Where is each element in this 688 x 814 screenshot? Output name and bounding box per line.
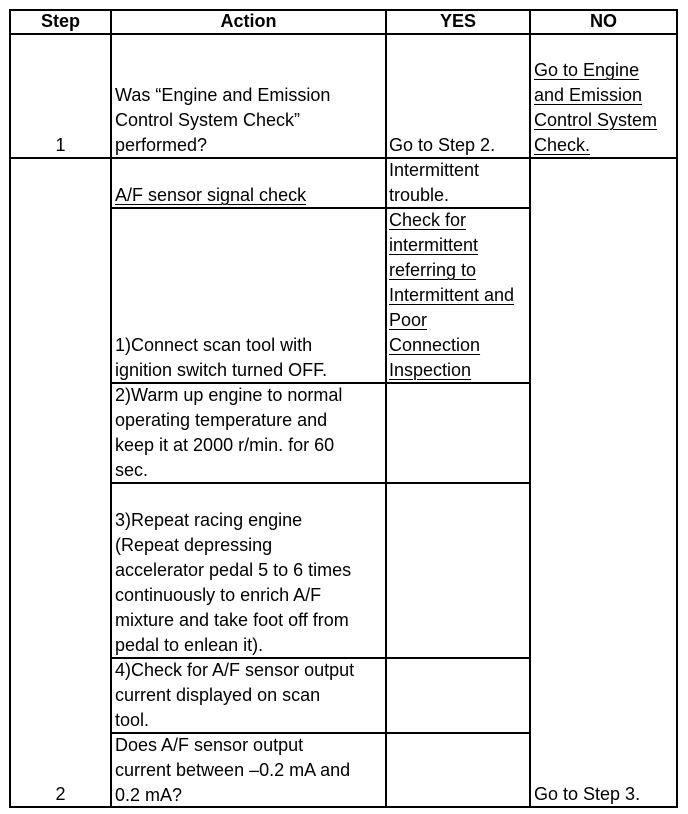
substep-2-line: 2)Warm up engine to normal — [115, 385, 343, 405]
row1-no-link-line[interactable]: Check. — [534, 135, 591, 155]
intermittent-line: trouble. — [389, 185, 450, 205]
substep-3-line: pedal to enlean it). — [115, 635, 264, 655]
substep-4-line: tool. — [115, 710, 150, 730]
substep-2-line: sec. — [115, 460, 149, 480]
row2-substep-4 — [115, 658, 354, 733]
substep-4-line: 4)Check for A/F sensor output — [115, 660, 355, 680]
substep-3-line: accelerator pedal 5 to 6 times — [115, 560, 352, 580]
row1-action-line: Was “Engine and Emission — [115, 85, 331, 105]
row1-step-number: 1 — [55, 135, 66, 155]
row1-no-engine-emission-check-link[interactable] — [534, 58, 657, 158]
inspection-link-line[interactable]: intermittent — [389, 235, 479, 255]
substep-3-line: 3)Repeat racing engine — [115, 510, 303, 530]
inspection-link-line[interactable]: Poor — [389, 310, 428, 330]
header-action: Action — [220, 11, 277, 31]
row2-step-number: 2 — [55, 784, 66, 804]
substep-4-line: current displayed on scan — [115, 685, 321, 705]
intermittent-line: Intermittent — [389, 160, 480, 180]
table-border-right — [676, 9, 678, 807]
header-yes: YES — [439, 11, 477, 31]
row1-no-link-line[interactable]: Control System — [534, 110, 658, 130]
row2-title: A/F sensor signal check — [115, 185, 307, 205]
inspection-link-line[interactable]: referring to — [389, 260, 477, 280]
row2-yes-intermittent — [389, 158, 479, 208]
row1-action-line: Control System Check” — [115, 110, 301, 130]
row2-substep-1 — [115, 333, 327, 383]
row2-yes-intermittent-inspection-link[interactable] — [389, 208, 514, 383]
inspection-link-line[interactable]: Intermittent and — [389, 285, 515, 305]
col-divider-yes-no — [529, 9, 531, 807]
row1-no-link-line[interactable]: Go to Engine — [534, 60, 640, 80]
substep-3-line: (Repeat depressing — [115, 535, 273, 555]
header-divider — [9, 33, 678, 35]
table-border-left — [9, 9, 11, 807]
row1-no-link-line[interactable]: and Emission — [534, 85, 643, 105]
inspection-link-line[interactable]: Inspection — [389, 360, 472, 380]
row1-yes-go-to-step-2: Go to Step 2. — [389, 135, 496, 155]
question-line: 0.2 mA? — [115, 785, 183, 805]
inspection-link-line[interactable]: Connection — [389, 335, 481, 355]
row2-question — [115, 733, 350, 808]
col-divider-action-yes — [385, 9, 387, 807]
question-line: current between –0.2 mA and — [115, 760, 351, 780]
header-step: Step — [40, 11, 80, 31]
substep-2-line: keep it at 2000 r/min. for 60 — [115, 435, 335, 455]
row2-substep-3 — [115, 508, 351, 658]
inspection-link-line[interactable]: Check for — [389, 210, 467, 230]
substep-3-line: continuously to enrich A/F — [115, 585, 322, 605]
header-no: NO — [590, 11, 617, 31]
col-divider-step-action — [110, 9, 112, 807]
row2-substep-2 — [115, 383, 342, 483]
substep-1-line: ignition switch turned OFF. — [115, 360, 328, 380]
question-line: Does A/F sensor output — [115, 735, 304, 755]
substep-1-line: 1)Connect scan tool with — [115, 335, 313, 355]
row2-no-go-to-step-3: Go to Step 3. — [534, 784, 641, 804]
substep-2-line: operating temperature and — [115, 410, 328, 430]
substep-3-line: mixture and take foot off from — [115, 610, 349, 630]
row1-action-question — [115, 83, 330, 158]
row1-action-line: performed? — [115, 135, 208, 155]
